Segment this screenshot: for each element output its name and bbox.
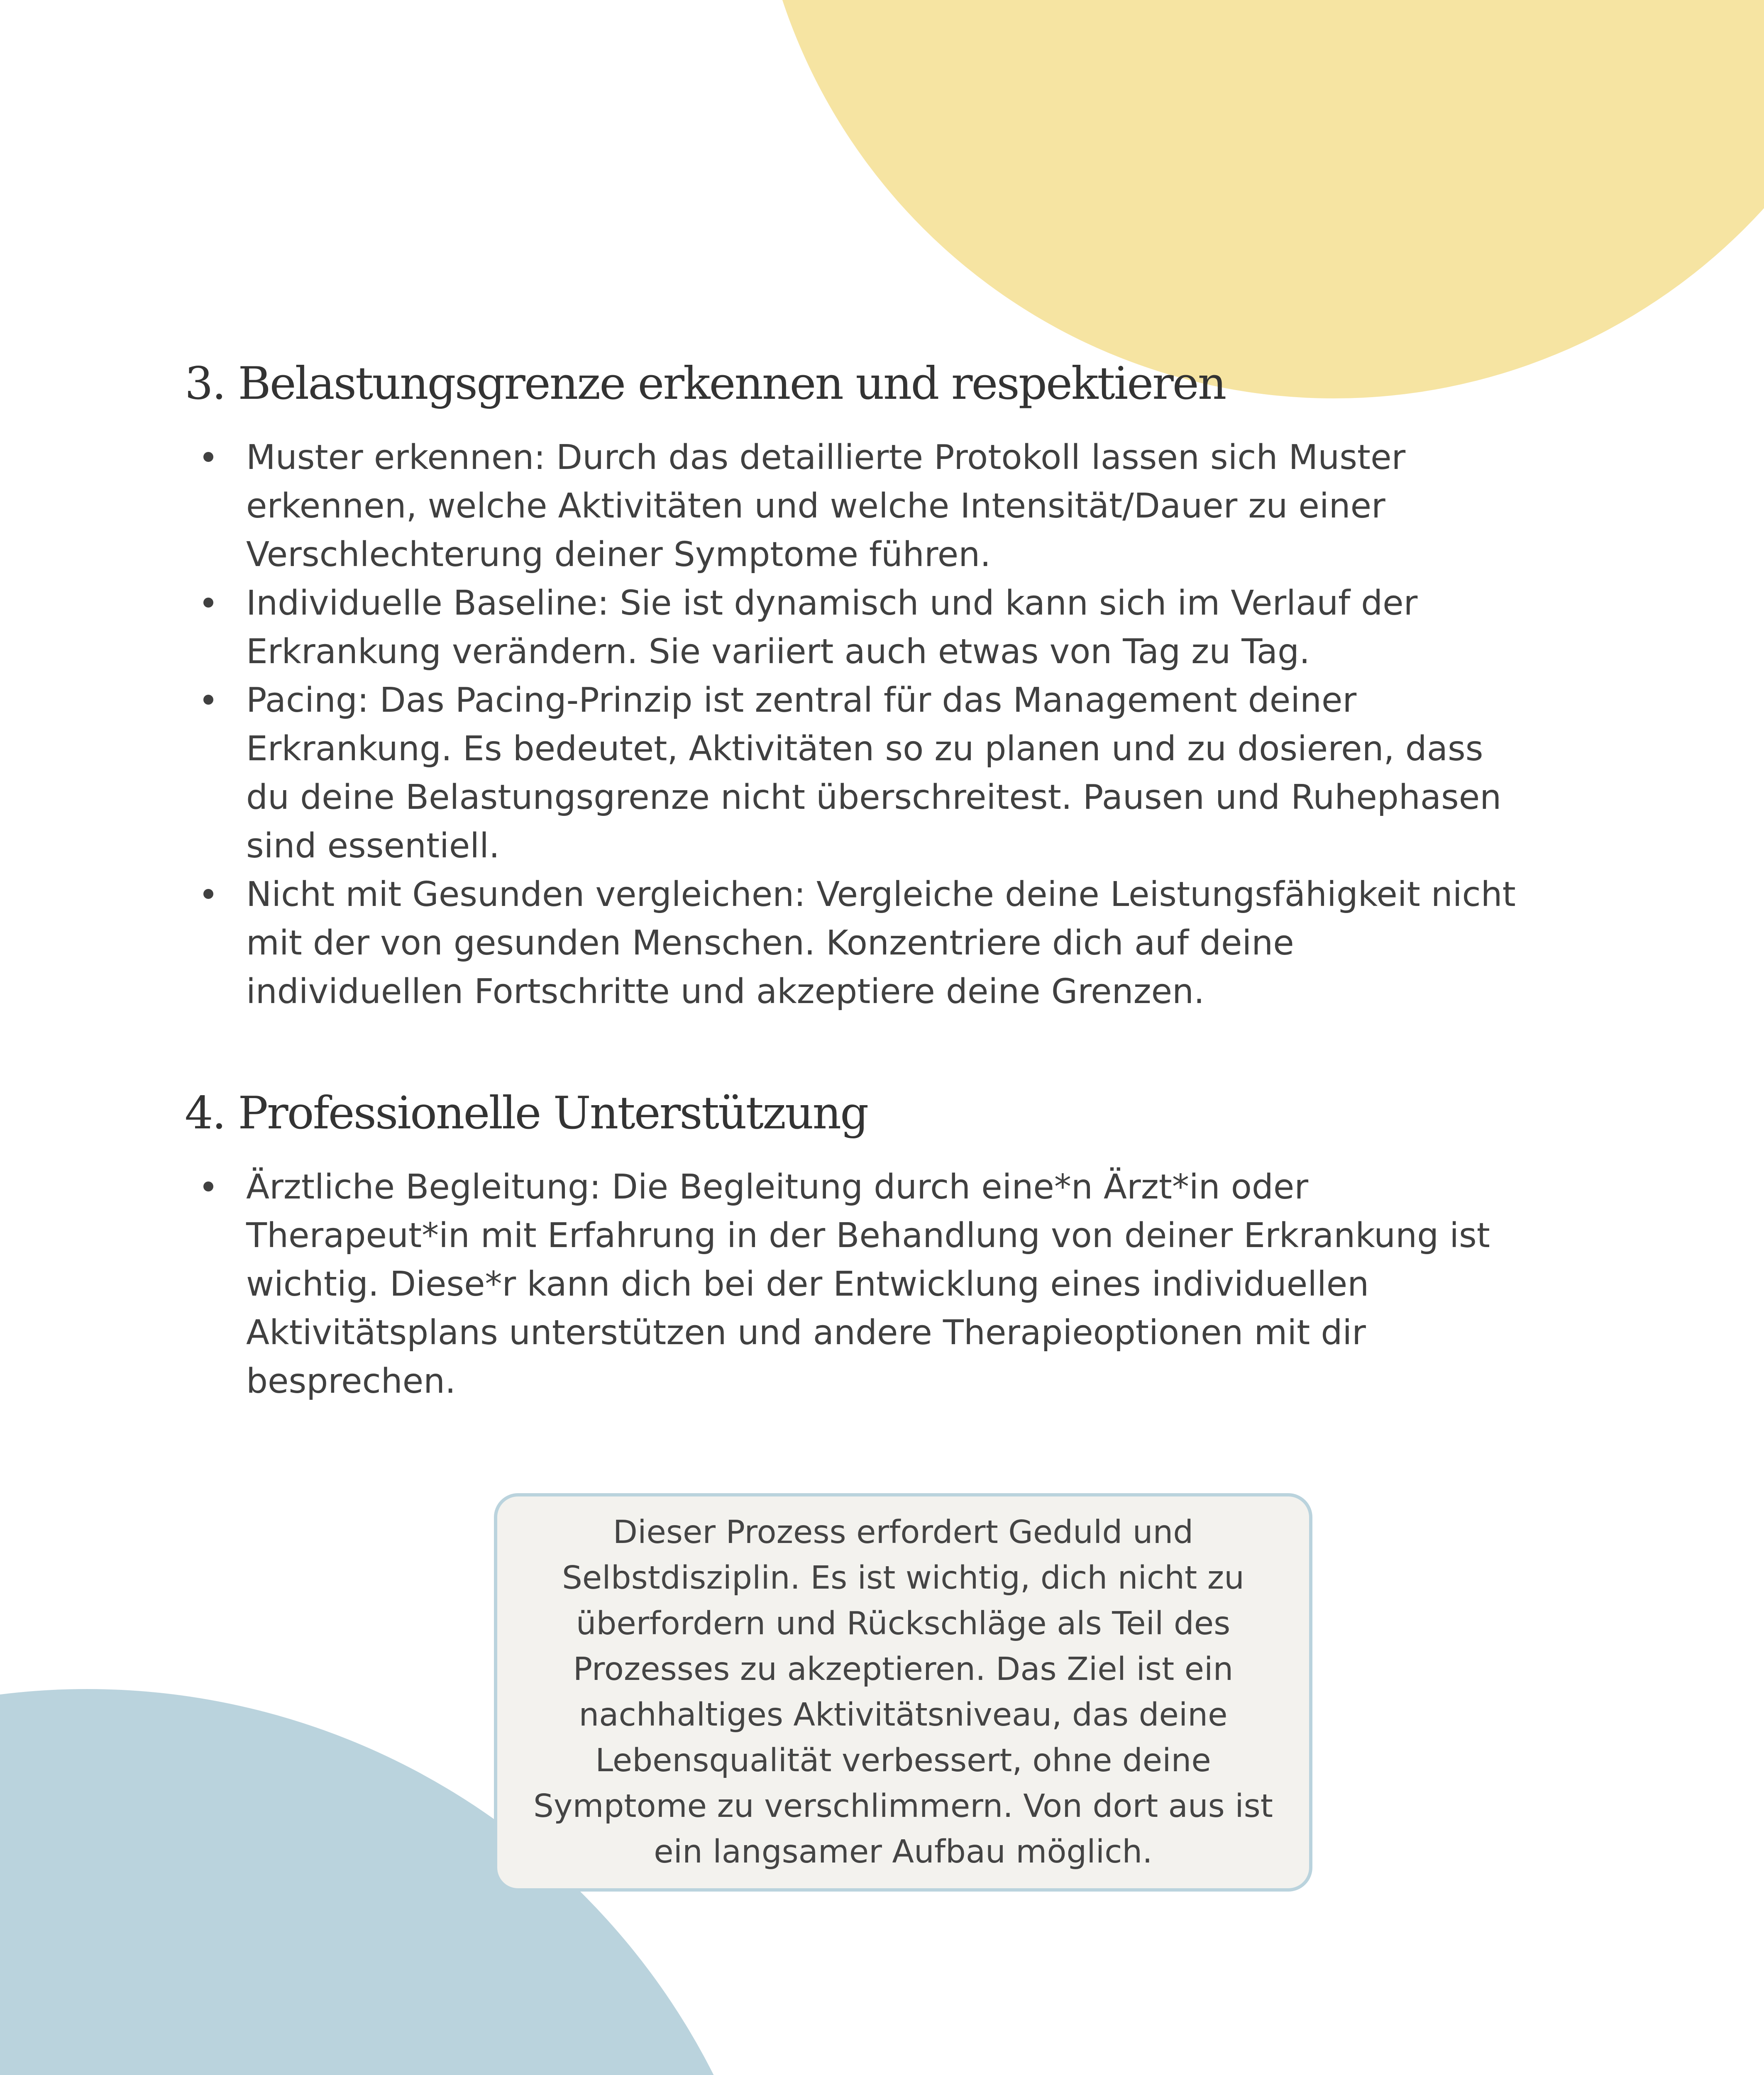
list-item-line: Nicht mit Gesunden vergleichen: Vergleiche deine Leistungsfähigkeit nicht [246, 875, 1516, 914]
bullet-list [185, 433, 1592, 1016]
bullet-icon [203, 1182, 213, 1191]
note-line: Prozesses zu akzeptieren. Das Ziel ist ein [573, 1651, 1234, 1688]
bullet-icon [203, 452, 213, 462]
list-item [185, 579, 1592, 676]
bullet-icon [203, 889, 213, 899]
list-item-line: Aktivitätsplans unterstützen und andere Therapieoptionen mit dir [246, 1313, 1366, 1352]
list-item-line: Erkrankung. Es bedeutet, Aktivitäten so zu planen und zu dosieren, dass [246, 729, 1483, 769]
section-belastungsgrenze [185, 358, 1592, 1016]
note-line: ein langsamer Aufbau möglich. [654, 1833, 1153, 1870]
section-title: 3. Belastungsgrenze erkennen und respektieren [185, 358, 1226, 410]
bullet-list [185, 1163, 1592, 1406]
bullet-icon [203, 598, 213, 608]
list-item-line: Verschlechterung deiner Symptome führen. [246, 535, 991, 574]
note-line: Lebensqualität verbessert, ohne deine [595, 1742, 1211, 1779]
list-item [185, 870, 1592, 1016]
list-item-line: Muster erkennen: Durch das detaillierte Protokoll lassen sich Muster [246, 438, 1406, 477]
note-line: Symptome zu verschlimmern. Von dort aus ist [533, 1788, 1273, 1825]
list-item-line: Individuelle Baseline: Sie ist dynamisch und kann sich im Verlauf der [246, 583, 1418, 623]
list-item-line: Ärztliche Begleitung: Die Begleitung durch eine*n Ärzt*in oder [246, 1167, 1309, 1207]
note-text [533, 1510, 1273, 1875]
note-line: Selbstdisziplin. Es ist wichtig, dich nicht zu [562, 1560, 1244, 1597]
yellow-circle-decoration [753, 0, 1764, 398]
note-line: Dieser Prozess erfordert Geduld und [613, 1514, 1194, 1551]
bullet-icon [203, 695, 213, 705]
list-item-line: du deine Belastungsgrenze nicht überschreitest. Pausen und Ruhephasen [246, 778, 1502, 817]
list-item-line: Erkrankung verändern. Sie variiert auch etwas von Tag zu Tag. [246, 632, 1310, 671]
list-item-line: mit der von gesunden Menschen. Konzentriere dich auf deine [246, 923, 1294, 963]
list-item-line: individuellen Fortschritte und akzeptiere deine Grenzen. [246, 972, 1205, 1011]
list-item-line: Therapeut*in mit Erfahrung in der Behandlung von deiner Erkrankung ist [246, 1216, 1490, 1255]
note-box [494, 1493, 1312, 1892]
list-item [185, 676, 1592, 870]
list-item-line: besprechen. [246, 1362, 456, 1401]
list-item-line: Pacing: Das Pacing-Prinzip ist zentral für das Management deiner [246, 681, 1357, 720]
section-professionelle-unterstuetzung [185, 1087, 1592, 1406]
note-line: überfordern und Rückschläge als Teil des [576, 1605, 1231, 1642]
list-item [185, 433, 1592, 579]
list-item-line: sind essentiell. [246, 826, 500, 866]
list-item-line: wichtig. Diese*r kann dich bei der Entwicklung eines individuellen [246, 1265, 1369, 1304]
list-item-line: erkennen, welche Aktivitäten und welche Intensität/Dauer zu einer [246, 486, 1385, 526]
section-title: 4. Professionelle Unterstützung [185, 1087, 868, 1139]
list-item [185, 1163, 1592, 1406]
note-line: nachhaltiges Aktivitätsniveau, das deine [579, 1697, 1228, 1733]
